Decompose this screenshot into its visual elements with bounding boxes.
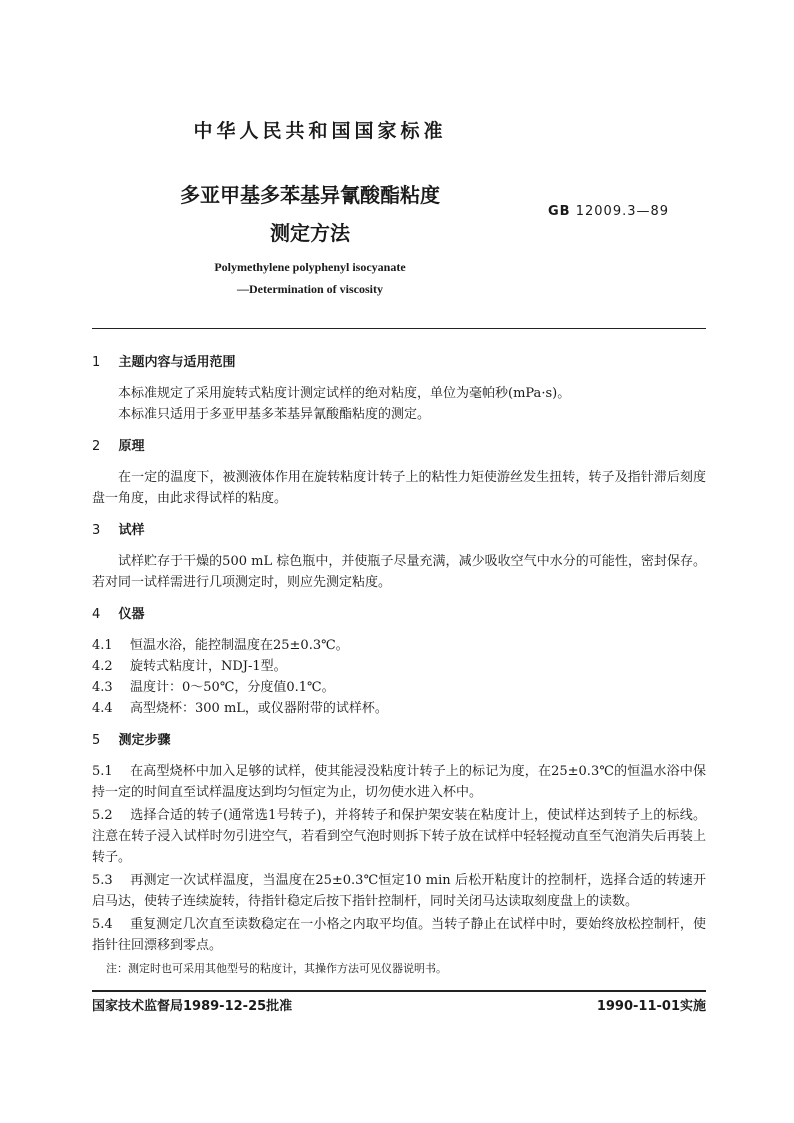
document-title-line-2: 测定方法 — [270, 221, 350, 245]
section-title: 原理 — [118, 439, 145, 454]
section-title: 试样 — [118, 523, 145, 538]
list-item — [92, 635, 706, 656]
item-text: 旋转式粘度计，NDJ-1型。 — [130, 659, 287, 674]
implementation-date: 1990-11-01实施 — [596, 999, 706, 1014]
list-item — [92, 656, 706, 677]
footnote: 注：测定时也可采用其他型号的粘度计，其操作方法可见仪器说明书。 — [106, 962, 447, 975]
section-4-heading — [92, 604, 706, 625]
section-5-heading — [92, 730, 706, 751]
section-2-paragraph: 在一定的温度下，被测液体作用在旋转粘度计转子上的粘性力矩使游丝发生扭转，转子及指针滞后刻度盘一角度，由此求得试样的粘度。 — [92, 470, 706, 506]
section-title: 主题内容与适用范围 — [118, 355, 236, 370]
step-number: 5.3 — [92, 873, 113, 888]
section-3-paragraph: 试样贮存于干燥的500 mL 棕色瓶中，并使瓶子尽量充满，减少吸收空气中水分的可能性，密封保存。若对同一试样需进行几项测定时，则应先测定粘度。 — [92, 554, 706, 590]
document-title-line-1: 多亚甲基多苯基异氰酸酯粘度 — [180, 183, 440, 207]
section-2-heading — [92, 436, 706, 457]
item-number: 4.3 — [92, 680, 113, 695]
item-text: 高型烧杯：300 mL，或仪器附带的试样杯。 — [130, 701, 388, 716]
document-title — [110, 176, 510, 252]
section-number: 3 — [92, 523, 101, 538]
step-item — [92, 805, 706, 868]
section-1-heading — [92, 352, 706, 373]
step-item — [92, 914, 706, 956]
step-number: 5.2 — [92, 808, 113, 823]
step-text: 在高型烧杯中加入足够的试样，使其能浸没粘度计转子上的标记为度，在25±0.3℃的恒温水浴中保持一定的时间直至试样温度达到均匀恒定为止，切勿使水进入杯中。 — [92, 764, 706, 800]
approval-info: 国家技术监督局1989-12-25批准 — [92, 999, 293, 1014]
section-number: 4 — [92, 607, 101, 622]
item-text: 温度计：0～50℃，分度值0.1℃。 — [130, 680, 335, 695]
step-text: 重复测定几次直至读数稳定在一小格之内取平均值。当转子静止在试样中时，要始终放松控制杆，使指针往回漂移到零点。 — [92, 917, 706, 953]
item-number: 4.4 — [92, 701, 113, 716]
list-item — [92, 677, 706, 698]
section-number: 2 — [92, 439, 101, 454]
step-number: 5.1 — [92, 764, 113, 779]
national-standard-heading: 中华人民共和国国家标准 — [193, 120, 447, 142]
step-item — [92, 761, 706, 803]
section-1-paragraph-2: 本标准只适用于多亚甲基多苯基异氰酸酯粘度的测定。 — [118, 407, 431, 422]
section-number: 5 — [92, 733, 101, 748]
standard-number: 12009.3—89 — [575, 204, 670, 219]
section-title: 测定步骤 — [118, 733, 171, 748]
step-text: 选择合适的转子(通常选1号转子)，并将转子和保护架安装在粘度计上，使试样达到转子上的标线。注意在转子浸入试样时勿引进空气，若看到空气泡时则拆下转子放在试样中轻轻搅动直至气泡消失后再装上转子。 — [92, 808, 706, 865]
item-number: 4.1 — [92, 638, 113, 653]
item-text: 恒温水浴，能控制温度在25±0.3℃。 — [130, 638, 349, 653]
section-title: 仪器 — [118, 607, 145, 622]
header-divider — [92, 328, 706, 329]
english-title-line-1: Polymethylene polyphenyl isocyanate — [214, 260, 406, 274]
section-1-paragraph-1: 本标准规定了采用旋转式粘度计测定试样的绝对粘度，单位为毫帕秒(mPa·s)。 — [118, 386, 571, 401]
standard-prefix: GB — [548, 204, 571, 219]
list-item — [92, 698, 706, 719]
step-item — [92, 870, 706, 912]
english-title-line-2: —Determination of viscosity — [237, 282, 383, 296]
section-3-heading — [92, 520, 706, 541]
document-body — [92, 352, 706, 979]
section-number: 1 — [92, 355, 101, 370]
standard-code — [548, 204, 669, 219]
step-text: 再测定一次试样温度，当温度在25±0.3℃恒定10 min 后松开粘度计的控制杆，选择合适的转速开启马达，使转子连续旋转，待指针稳定后按下指针控制杆，同时关闭马达读取刻度盘上的读数。 — [92, 873, 706, 909]
english-title — [150, 256, 470, 300]
footer-divider — [92, 990, 706, 992]
item-number: 4.2 — [92, 659, 113, 674]
step-number: 5.4 — [92, 917, 113, 932]
